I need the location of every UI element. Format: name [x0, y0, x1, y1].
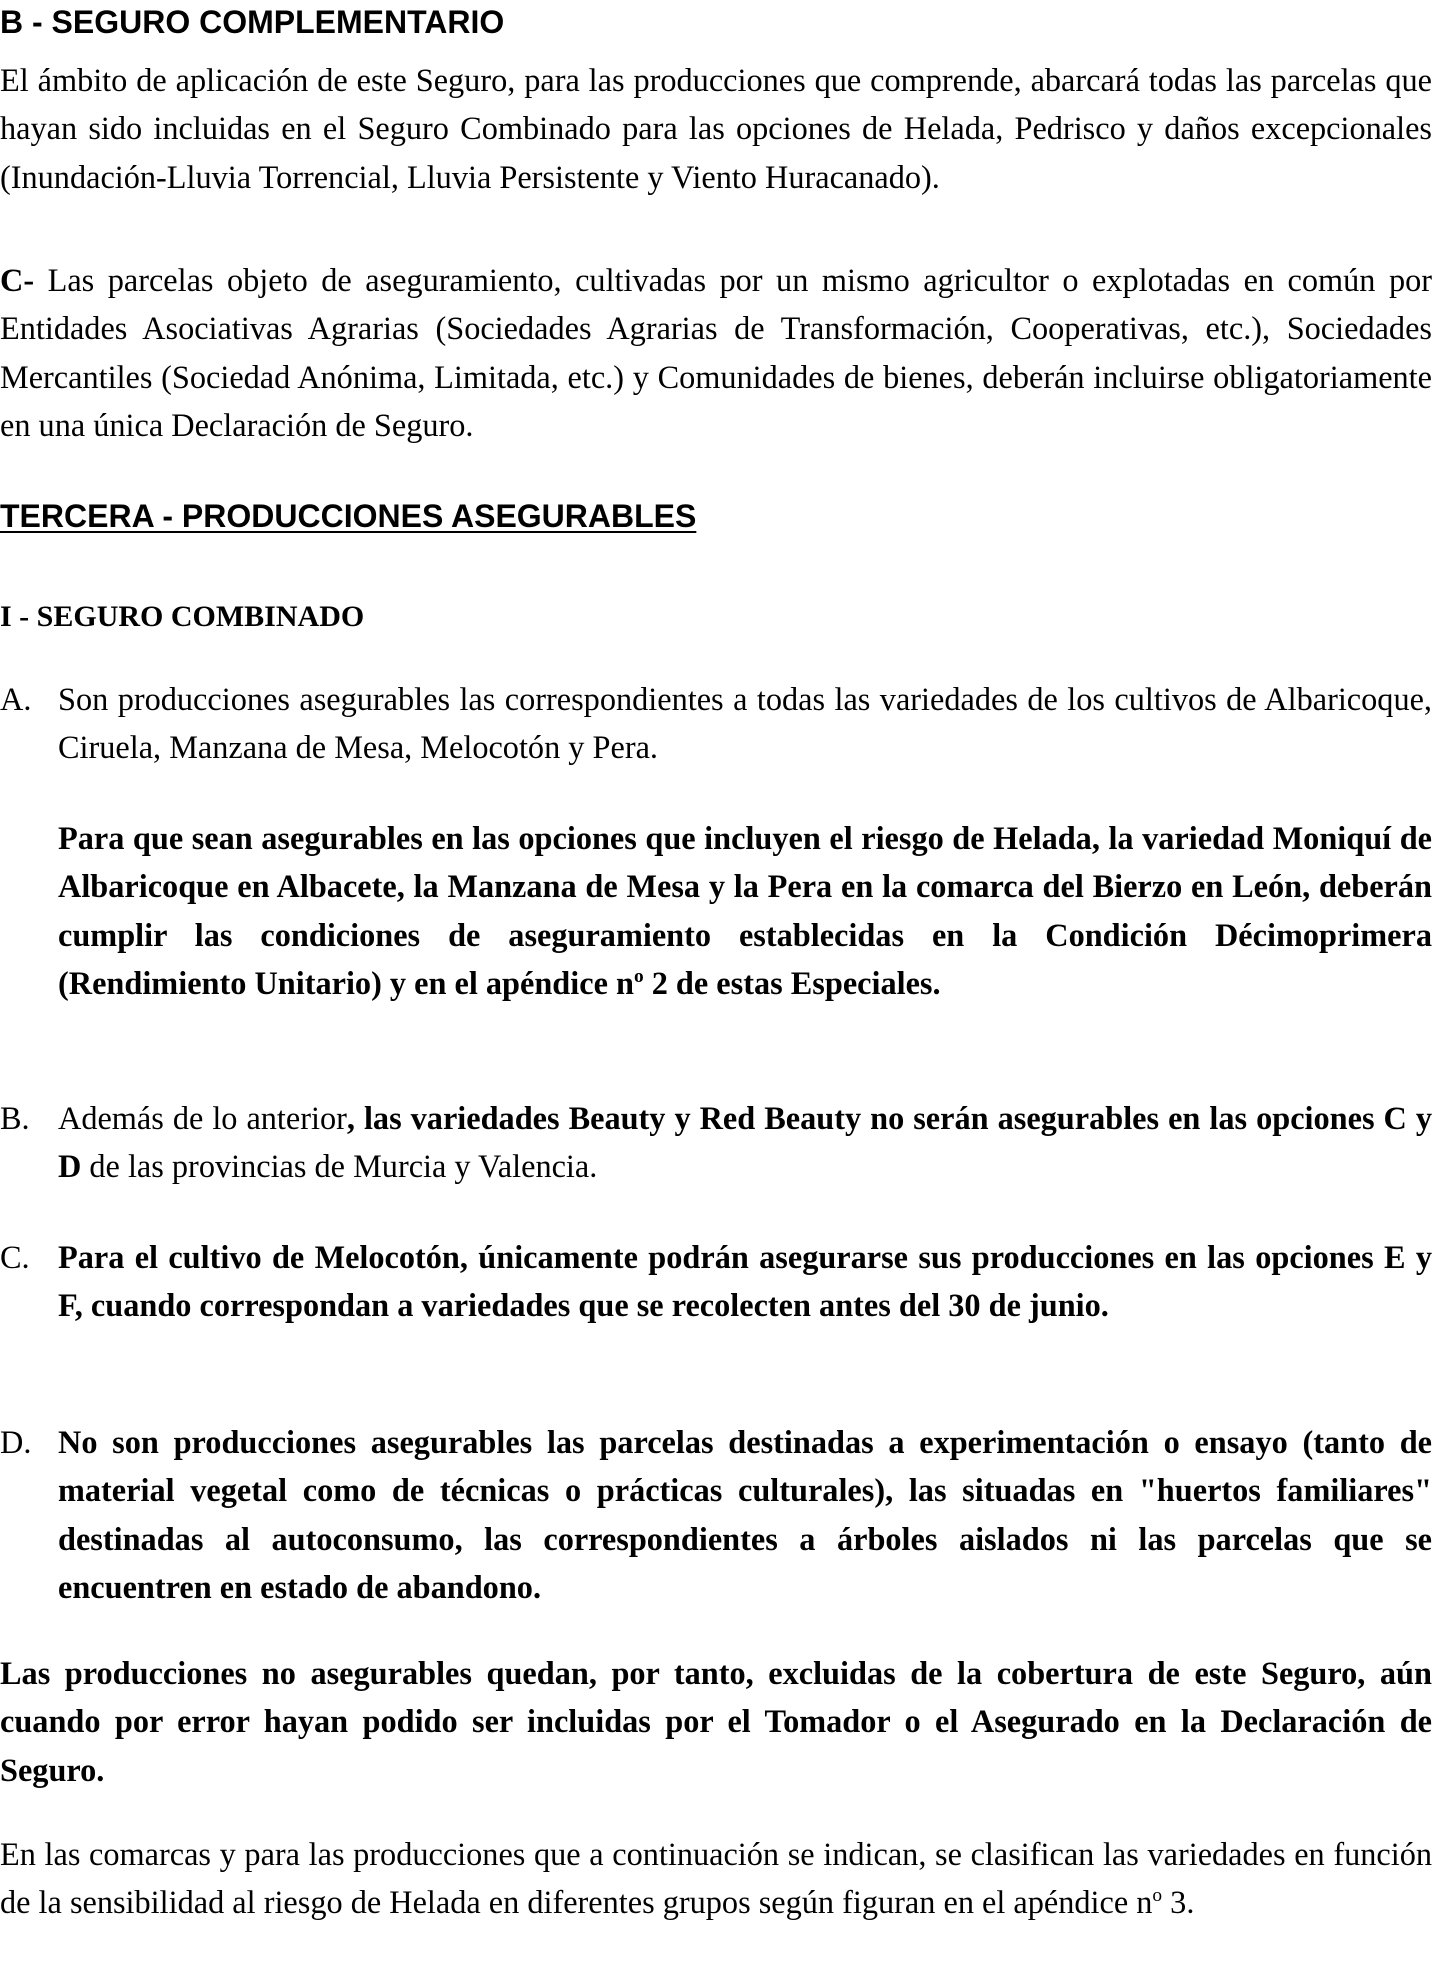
item-a-label: A. [0, 681, 32, 717]
exclusion-note: Las producciones no asegurables quedan, por tanto, excluidas de la cobertura de este Seguro, aún cuando por error hayan podido ser incluidas por el Tomador o el Asegurado en la Declaración de Seguro. [0, 1655, 1432, 1788]
final-paragraph [0, 1830, 1432, 1927]
item-b-text-plain-1: Además de lo anterior [58, 1100, 347, 1136]
item-b-text [58, 1094, 1432, 1191]
section-c-paragraph [0, 256, 1432, 450]
final-paragraph-end: 3. [1162, 1884, 1195, 1921]
final-paragraph-main: En las comarcas y para las producciones que a continuación se indican, se clasifican las variedades en función de la sensibilidad al riesgo de Helada en diferentes grupos según figuran en el apéndice n [0, 1836, 1432, 1921]
item-b-text-bold: , las variedades Beauty y Red Beauty no serán asegurables en las opciones C y D [58, 1100, 1432, 1185]
seguro-combinado-subheading: I - SEGURO COMBINADO [0, 600, 365, 633]
item-c-text: Para el cultivo de Melocotón, únicamente podrán asegurarse sus producciones en las opciones E y F, cuando correspondan a variedades que se recolecten antes del 30 de junio. [58, 1239, 1432, 1324]
item-a-text: Son producciones asegurables las correspondientes a todas las variedades de los cultivos de Albaricoque, Ciruela, Manzana de Mesa, Melocotón y Pera. [58, 681, 1432, 766]
item-a-bold-note-main: Para que sean asegurables en las opciones que incluyen el riesgo de Helada, la variedad Moniquí de Albaricoque en Albacete, la Manzana de Mesa y la Pera en la comarca del Bierzo en León, deberán cumplir las condiciones de aseguramiento establecidas en la Condición Décimoprimera (Rendimiento Unitario) y en el apéndice n [58, 820, 1432, 1002]
section-c-label: C- [0, 262, 35, 298]
item-a-bold-note [58, 814, 1432, 1008]
item-a-bold-note-sup: o [633, 966, 644, 988]
item-d-label: D. [0, 1424, 32, 1460]
final-paragraph-sup: o [1152, 1885, 1163, 1907]
item-b-label: B. [0, 1100, 30, 1136]
item-c-label: C. [0, 1239, 30, 1275]
section-b-paragraph: El ámbito de aplicación de este Seguro, para las producciones que comprende, abarcará todas las parcelas que hayan sido incluidas en el Seguro Combinado para las opciones de Helada, Pedrisco y daños excepcionales (Inundación-Lluvia Torrencial, Lluvia Persistente y Viento Huracanado). [0, 62, 1432, 195]
item-b-text-plain-2: de las provincias de Murcia y Valencia. [81, 1148, 598, 1185]
tercera-heading: TERCERA - PRODUCCIONES ASEGURABLES [0, 498, 697, 534]
item-a-bold-note-end: 2 de estas Especiales. [643, 965, 941, 1002]
section-b-heading: B - SEGURO COMPLEMENTARIO [0, 4, 505, 40]
section-c-text: Las parcelas objeto de aseguramiento, cultivadas por un mismo agricultor o explotadas en común por Entidades Asociativas Agrarias (Sociedades Agrarias de Transformación, Cooperativas, etc.), Sociedades Mercantiles (Sociedad Anónima, Limitada, etc.) y Comunidades de bienes, deberán incluirse obligatoriamente en una única Declaración de Seguro. [0, 262, 1432, 444]
item-d-text: No son producciones asegurables las parcelas destinadas a experimentación o ensayo (tanto de material vegetal como de técnicas o prácticas culturales), las situadas en "huertos familiares" destinadas al autoconsumo, las correspondientes a árboles aislados ni las parcelas que se encuentren en estado de abandono. [58, 1424, 1432, 1606]
